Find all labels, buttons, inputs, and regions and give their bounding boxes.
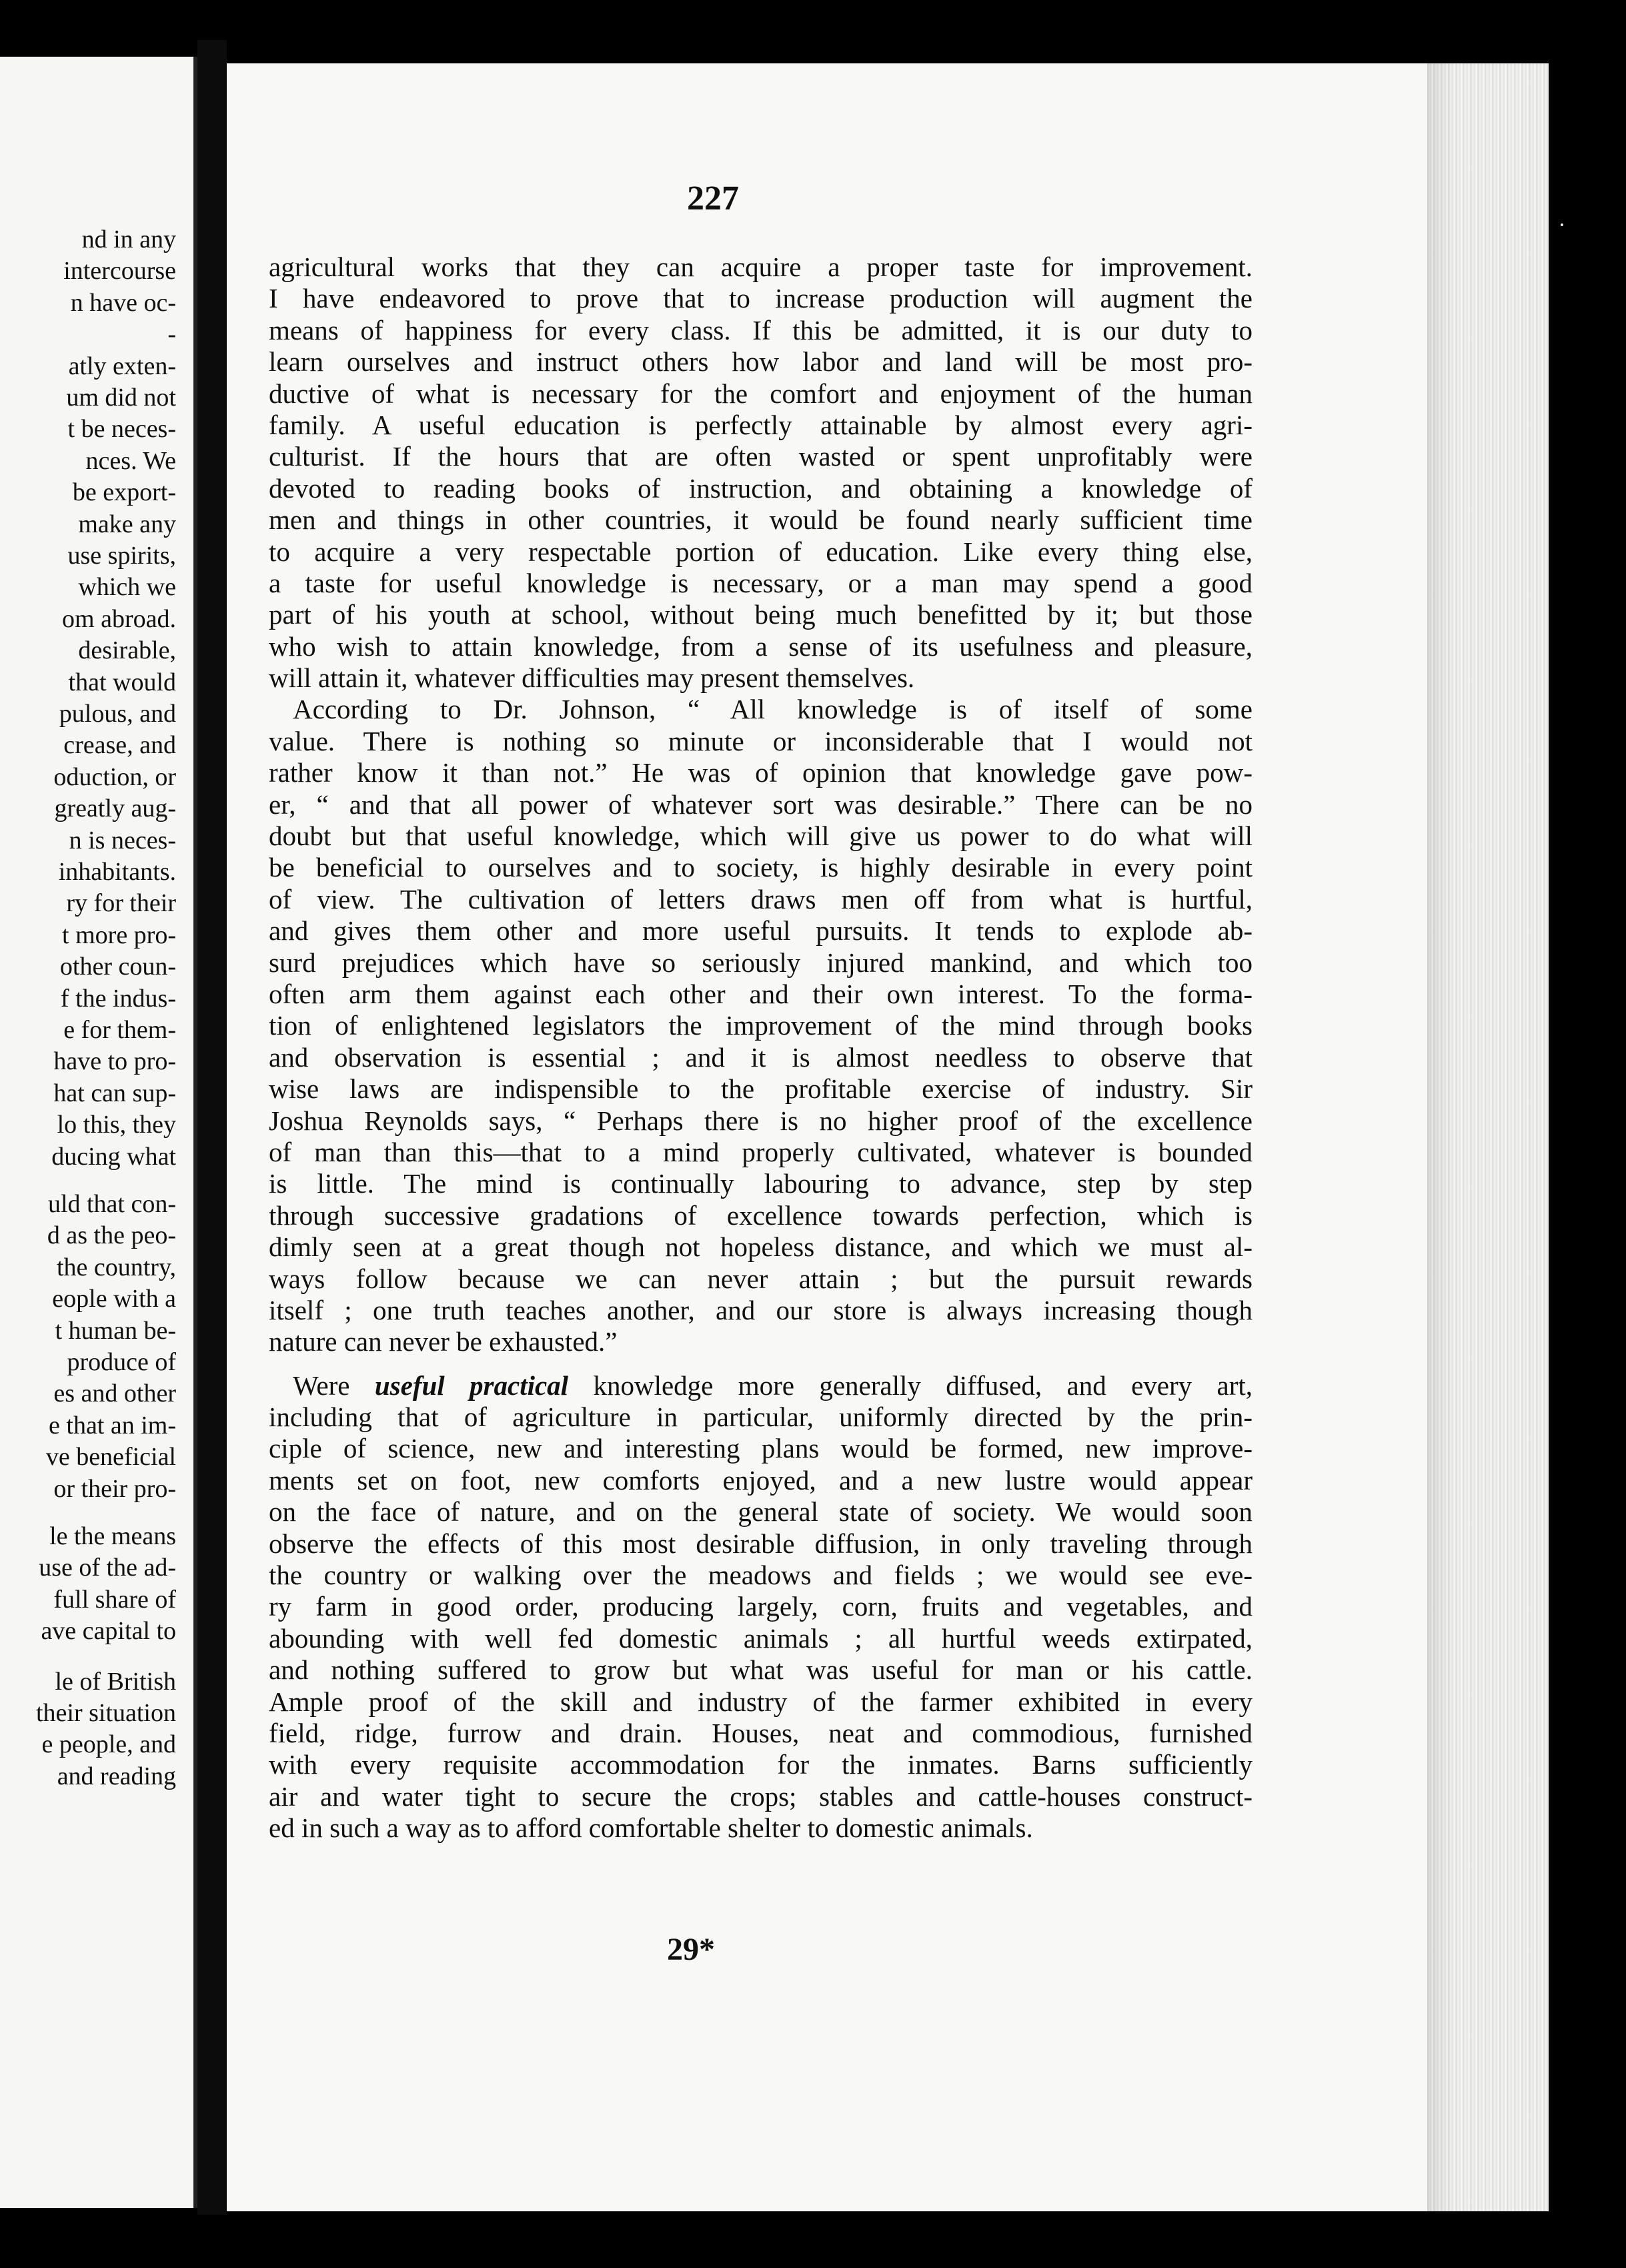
left-page-line: be export-	[72, 478, 176, 507]
left-page-line: ducing what	[51, 1142, 176, 1171]
emphasis-text: useful practical	[374, 1369, 569, 1401]
left-page-line: make any	[78, 510, 176, 538]
text-line: be beneficial to ourselves and to society, is highly desirable in every point	[269, 852, 1253, 883]
text-line: value. There is nothing so minute or inconsiderable that I would not	[269, 725, 1253, 756]
left-page-line: hat can sup-	[53, 1079, 176, 1107]
text-line: According to Dr. Johnson, “ All knowledge is of itself of some	[293, 694, 1253, 725]
left-page-line: om abroad.	[62, 604, 176, 633]
text-line: ed in such a way as to afford comfortable shelter to domestic animals.	[269, 1812, 1033, 1844]
left-page-line: which we	[78, 573, 176, 602]
text-line: of man than this—that to a mind properly cultivated, whatever is bounded	[269, 1136, 1253, 1167]
left-page-line: le the means	[49, 1522, 176, 1550]
left-page-line: inhabitants.	[58, 858, 176, 886]
left-page-line: atly exten-	[68, 352, 176, 380]
text-line: observe the effects of this most desirable diffusion, in only traveling through	[269, 1528, 1253, 1559]
left-page-line: intercourse	[63, 257, 176, 286]
text-line: and observation is essential ; and it is almost needless to observe that	[269, 1041, 1253, 1073]
left-page-line: e that an im-	[49, 1411, 176, 1440]
text-line: rather know it than not.” He was of opinion that knowledge gave pow-	[269, 757, 1253, 788]
text-line: surd prejudices which have so seriously injured mankind, and which too	[269, 947, 1253, 978]
left-page-line: f the indus-	[60, 984, 176, 1013]
left-page-line: ave capital to	[41, 1617, 176, 1646]
text-line: often arm them against each other and their own interest. To the forma-	[269, 978, 1253, 1009]
text-line: a taste for useful knowledge is necessary, or a man may spend a good	[269, 567, 1253, 598]
left-page-line: produce of	[67, 1348, 176, 1376]
text-line: ductive of what is necessary for the comfort and enjoyment of the human	[269, 378, 1253, 409]
text-line: including that of agriculture in particular, uniformly directed by the prin-	[269, 1401, 1253, 1433]
text-line: ry farm in good order, producing largely, corn, fruits and vegetables, and	[269, 1591, 1253, 1622]
left-page-line: oduction, or	[53, 762, 176, 791]
text-line: abounding with well fed domestic animals ; all hurtful weeds extirpated,	[269, 1622, 1253, 1654]
text-line: ways follow because we can never attain ; but the pursuit rewards	[269, 1263, 1253, 1294]
text-line: dimly seen at a great though not hopeless distance, and which we must al-	[269, 1231, 1253, 1263]
left-page-line: n is neces-	[69, 826, 176, 855]
text-line: tion of enlightened legislators the improvement of the mind through books	[269, 1010, 1253, 1041]
left-page-line: crease, and	[63, 731, 176, 760]
text-line: doubt but that useful knowledge, which will give us power to do what will	[269, 820, 1253, 852]
left-page-line: pulous, and	[59, 700, 176, 728]
left-page-line: have to pro-	[53, 1047, 176, 1076]
left-page-line: and reading	[57, 1762, 176, 1790]
text-line: itself ; one truth teaches another, and our store is always increasing though	[269, 1294, 1253, 1325]
left-page-line: use spirits,	[67, 542, 176, 570]
text-line: air and water tight to secure the crops; stables and cattle-houses construct-	[269, 1780, 1253, 1812]
text-line: field, ridge, furrow and drain. Houses, neat and commodious, furnished	[269, 1717, 1253, 1748]
left-page-line: ry for their	[66, 889, 176, 918]
signature-mark: 29*	[667, 1932, 715, 1967]
left-page-line: lo this, they	[57, 1111, 176, 1139]
left-page-line: e for them-	[63, 1016, 176, 1044]
left-page-line: le of British	[55, 1667, 176, 1696]
left-page-line: other coun-	[59, 953, 176, 981]
text-line: er, “ and that all power of whatever sort was desirable.” There can be no	[269, 788, 1253, 820]
left-page-line: t human be-	[55, 1316, 176, 1345]
text-line: through successive gradations of excellence towards perfection, which is	[269, 1199, 1253, 1231]
text-line: Ample proof of the skill and industry of the farmer exhibited in every	[269, 1686, 1253, 1717]
left-page-line: t be neces-	[67, 415, 176, 444]
text-line: men and things in other countries, it would be found nearly sufficient time	[269, 504, 1253, 536]
left-page-line: e people, and	[41, 1730, 176, 1759]
text-line: wise laws are indispensible to the profitable exercise of industry. Sir	[269, 1073, 1253, 1105]
page-number: 227	[687, 179, 739, 217]
page-edges	[1427, 63, 1549, 2211]
text-line: ciple of science, new and interesting plans would be formed, new improve-	[269, 1433, 1253, 1464]
left-page-line: full share of	[53, 1585, 176, 1614]
body-text	[269, 251, 1253, 1844]
text-line: I have endeavored to prove that to increase production will augment the	[269, 283, 1253, 314]
left-page-line: desirable,	[78, 636, 176, 665]
text-line: family. A useful education is perfectly attainable by almost every agri-	[269, 409, 1253, 440]
text-line: and gives them other and more useful pursuits. It tends to explode ab-	[269, 915, 1253, 947]
text-run: Were	[293, 1369, 375, 1401]
text-line: ments set on foot, new comforts enjoyed, and a new lustre would appear	[269, 1464, 1253, 1496]
text-line: learn ourselves and instruct others how labor and land will be most pro-	[269, 346, 1253, 378]
text-line: culturist. If the hours that are often wasted or spent unprofitably were	[269, 441, 1253, 472]
text-line: and nothing suffered to grow but what was useful for man or his cattle.	[269, 1654, 1253, 1686]
left-page-line: um did not	[66, 384, 176, 412]
left-page-line: nces. We	[85, 446, 176, 475]
text-line: is little. The mind is continually labouring to advance, step by step	[269, 1168, 1253, 1199]
left-page-line: d as the peo-	[47, 1221, 176, 1250]
text-line: of view. The cultivation of letters draws men off from what is hurtful,	[269, 883, 1253, 915]
text-line: devoted to reading books of instruction, and obtaining a knowledge of	[269, 472, 1253, 504]
left-page-line: es and other	[53, 1379, 176, 1408]
text-line: part of his youth at school, without being much benefitted by it; but those	[269, 599, 1253, 630]
text-line: who wish to attain knowledge, from a sense of its usefulness and pleasure,	[269, 630, 1253, 662]
left-page-line: n have oc-	[70, 288, 176, 317]
left-page-line: nd in any	[81, 225, 176, 253]
left-page-line: uld that con-	[47, 1190, 176, 1218]
text-line: with every requisite accommodation for the inmates. Barns sufficiently	[269, 1749, 1253, 1780]
text-line: on the face of nature, and on the general state of society. We would soon	[269, 1496, 1253, 1528]
left-page-line: their situation	[35, 1699, 176, 1727]
text-line: to acquire a very respectable portion of education. Like every thing else,	[269, 536, 1253, 567]
left-page-line: eople with a	[52, 1285, 176, 1313]
left-page-line: or their pro-	[53, 1474, 176, 1503]
left-facing-page	[0, 57, 197, 2208]
text-line: agricultural works that they can acquire a proper taste for improvement.	[269, 251, 1253, 282]
book-gutter	[197, 40, 227, 2215]
text-line	[269, 1370, 1253, 1401]
text-line: nature can never be exhausted.”	[269, 1326, 618, 1357]
text-line: will attain it, whatever difficulties may present themselves.	[269, 662, 915, 694]
text-run: knowledge more generally diffused, and every art,	[568, 1369, 1253, 1401]
text-line: means of happiness for every class. If this be admitted, it is our duty to	[269, 314, 1253, 346]
left-page-line: greatly aug-	[54, 794, 176, 823]
text-line: Joshua Reynolds says, “ Perhaps there is no higher proof of the excellence	[269, 1105, 1253, 1136]
text-line: the country or walking over the meadows and fields ; we would see eve-	[269, 1560, 1253, 1591]
left-page-line: the country,	[56, 1253, 176, 1281]
left-page-line: that would	[68, 668, 176, 696]
left-page-line: t more pro-	[62, 921, 176, 949]
left-page-line: use of the ad-	[39, 1554, 176, 1582]
left-page-line: -	[167, 320, 176, 349]
left-page-line: ve beneficial	[45, 1443, 176, 1472]
